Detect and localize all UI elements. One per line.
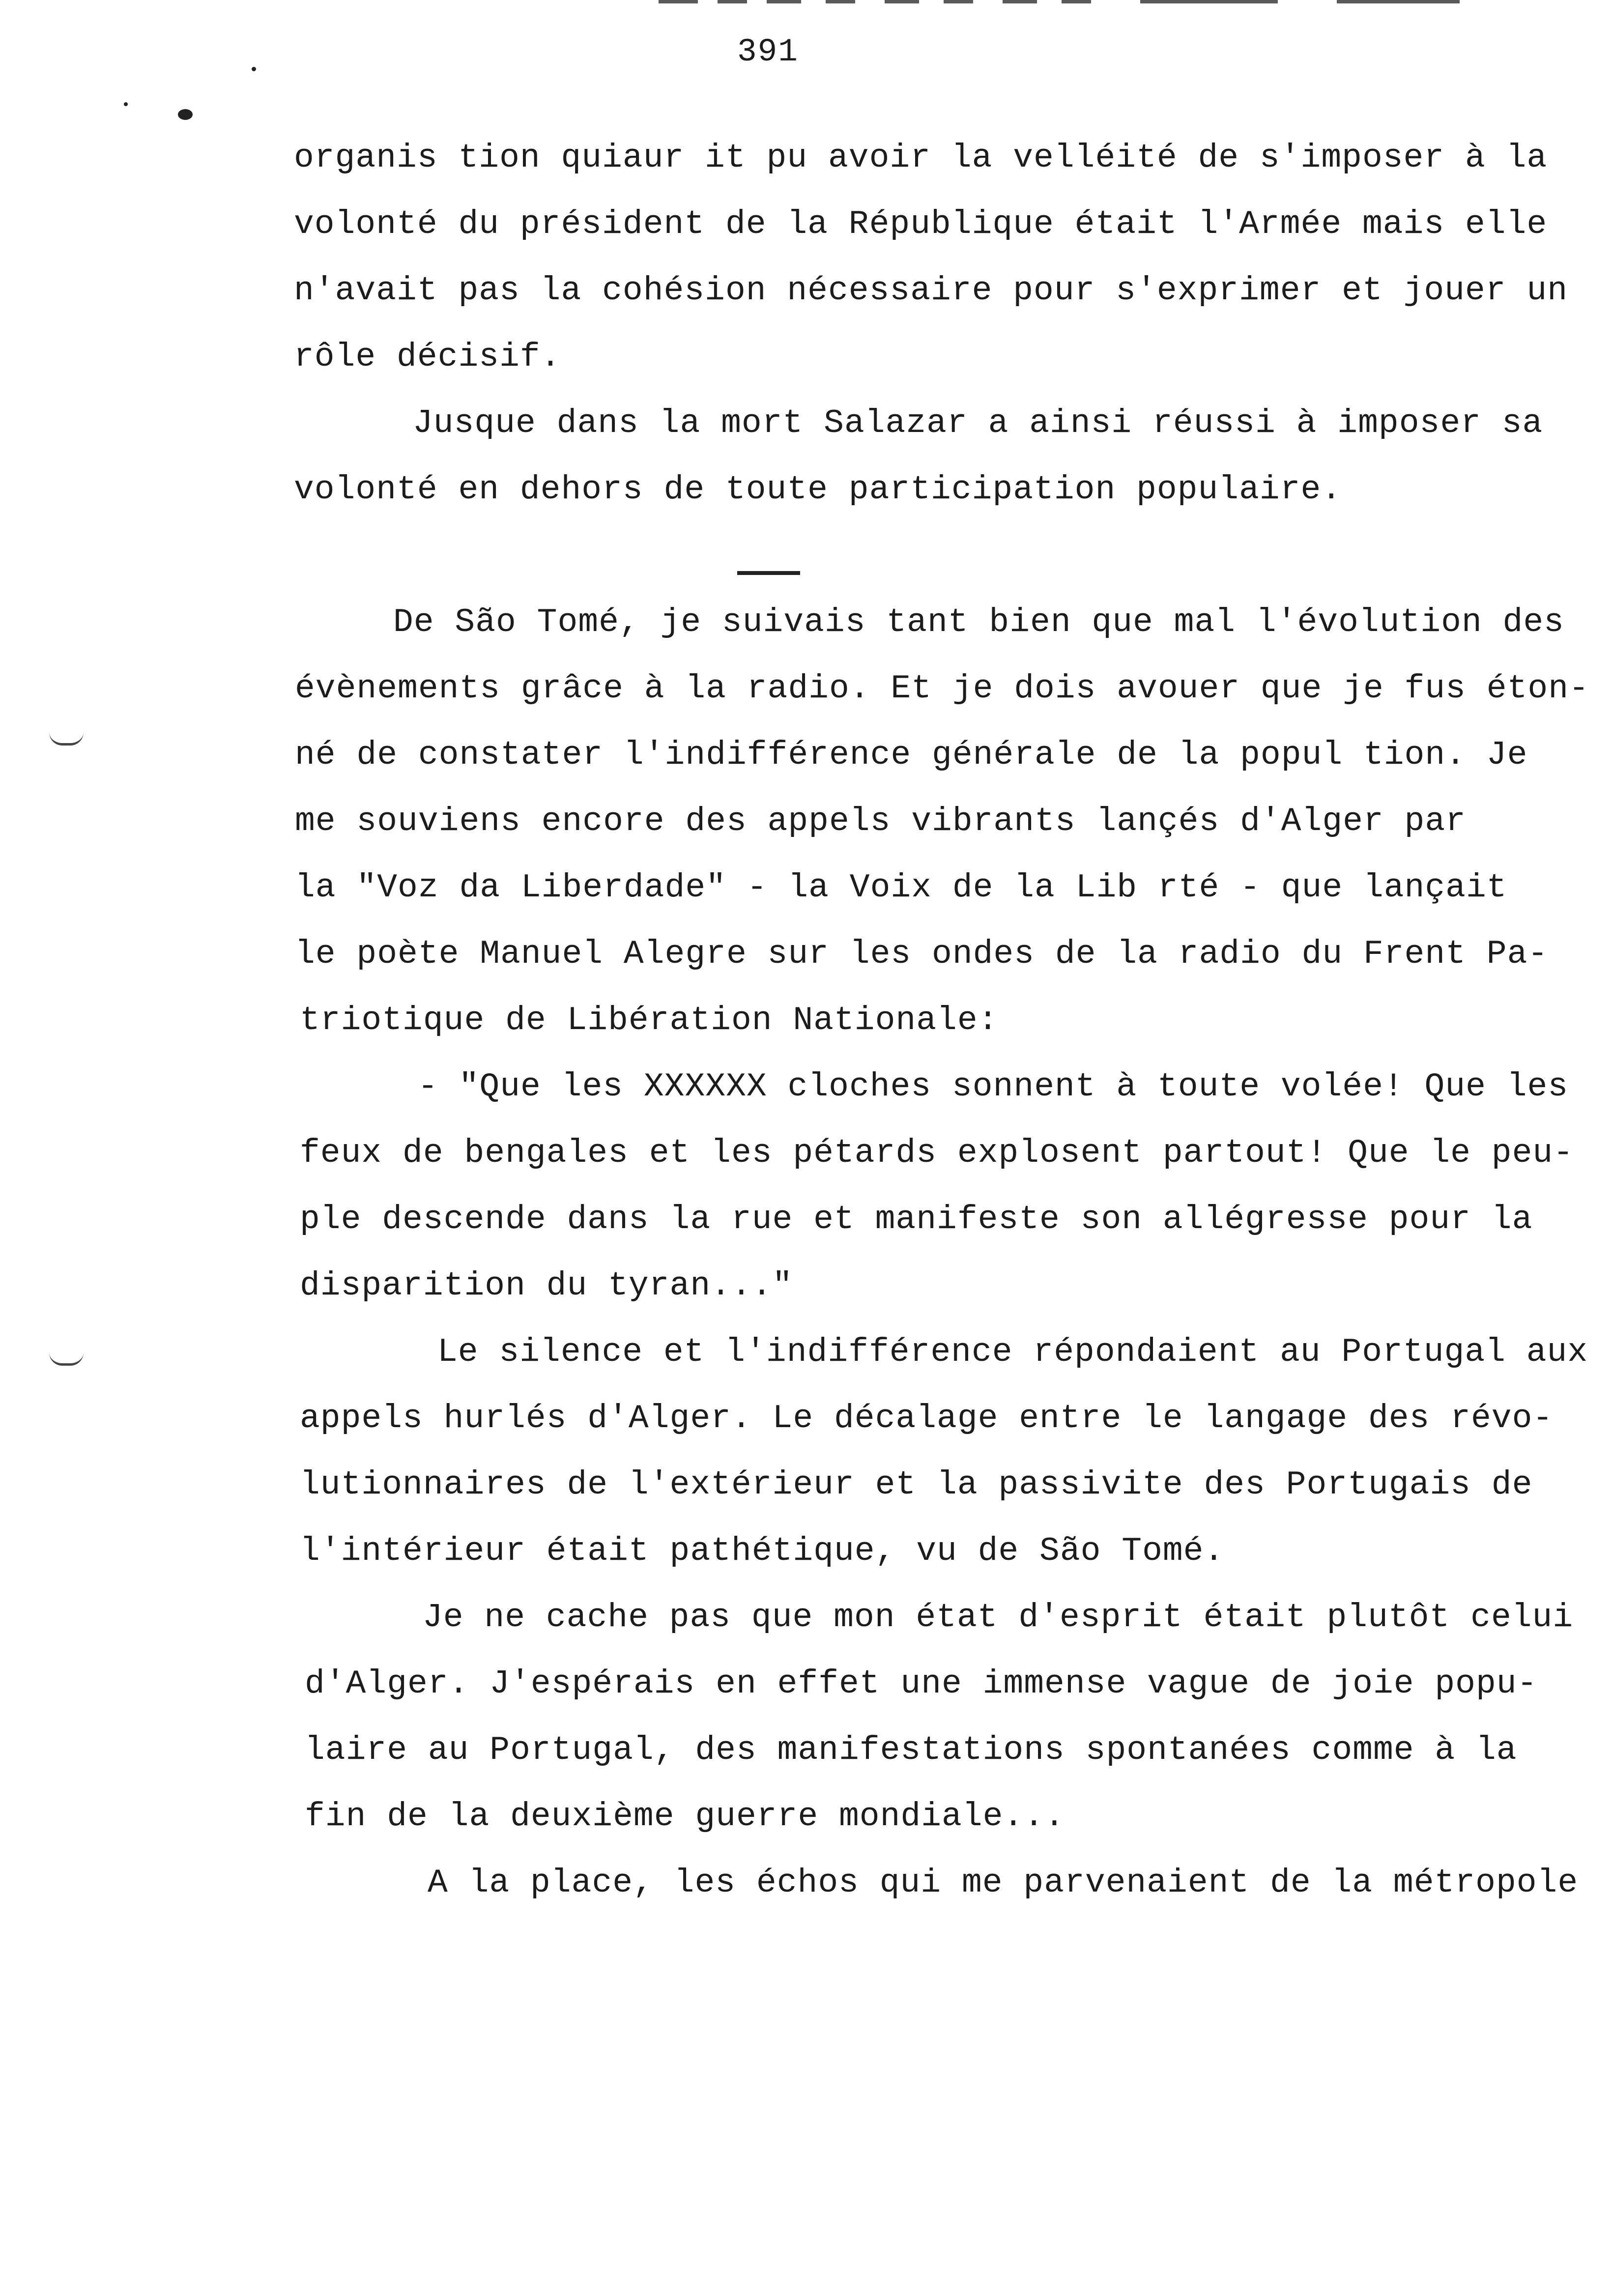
text-line: organis tion quiaur it pu avoir la velléité de s'imposer à la bbox=[294, 139, 1548, 177]
top-rule bbox=[826, 0, 855, 3]
text-line: appels hurlés d'Alger. Le décalage entre le langage des révo- bbox=[300, 1400, 1554, 1437]
top-rule bbox=[1062, 0, 1091, 3]
text-line: la "Voz da Liberdade" - la Voix de la Lib rté - que lançait bbox=[295, 869, 1507, 907]
text-line: n'avait pas la cohésion nécessaire pour s'exprimer et jouer un bbox=[294, 272, 1568, 310]
text-line: disparition du tyran..." bbox=[300, 1267, 793, 1305]
top-rule bbox=[885, 0, 919, 3]
text-line: Je ne cache pas que mon état d'esprit était plutôt celui bbox=[423, 1599, 1574, 1636]
text-line: triotique de Libération Nationale: bbox=[300, 1002, 999, 1039]
text-line: le poète Manuel Alegre sur les ondes de la radio du Frent Pa- bbox=[295, 935, 1549, 973]
text-line: rôle décisif. bbox=[294, 338, 561, 376]
top-rule bbox=[1003, 0, 1037, 3]
top-rule bbox=[718, 0, 747, 3]
top-rule bbox=[944, 0, 973, 3]
text-line: Le silence et l'indifférence répondaient au Portugal aux bbox=[437, 1333, 1588, 1371]
text-line: évènements grâce à la radio. Et je dois avouer que je fus éton- bbox=[295, 670, 1589, 708]
text-line: l'intérieur était pathétique, vu de São Tomé. bbox=[300, 1532, 1225, 1570]
page-number: 391 bbox=[737, 33, 799, 70]
top-rule bbox=[659, 0, 698, 3]
text-line: volonté du président de la République était l'Armée mais elle bbox=[294, 205, 1548, 243]
text-line: volonté en dehors de toute participation populaire. bbox=[294, 471, 1342, 509]
margin-dot bbox=[124, 102, 128, 106]
text-line: fin de la deuxième guerre mondiale... bbox=[305, 1798, 1065, 1836]
text-line: Jusque dans la mort Salazar a ainsi réussi à imposer sa bbox=[413, 404, 1543, 442]
top-rule bbox=[1337, 0, 1460, 3]
text-line: A la place, les échos qui me parvenaient de la métropole bbox=[428, 1864, 1579, 1902]
text-line: ple descende dans la rue et manifeste son allégresse pour la bbox=[300, 1201, 1533, 1238]
margin-tick bbox=[49, 1352, 84, 1366]
text-line: me souviens encore des appels vibrants lançés d'Alger par bbox=[295, 803, 1466, 840]
text-line: feux de bengales et les pétards explosent partout! Que le peu- bbox=[300, 1134, 1574, 1172]
margin-dot bbox=[178, 109, 193, 120]
text-line: laire au Portugal, des manifestations spontanées comme à la bbox=[305, 1731, 1517, 1769]
top-rule bbox=[767, 0, 801, 3]
top-rule bbox=[1140, 0, 1278, 3]
text-line: né de constater l'indifférence générale de la popul tion. Je bbox=[295, 736, 1528, 774]
text-line: d'Alger. J'espérais en effet une immense vague de joie popu- bbox=[305, 1665, 1538, 1703]
text-line: De São Tomé, je suivais tant bien que mal l'évolution des bbox=[393, 603, 1564, 641]
text-line: - "Que les XXXXXX cloches sonnent à toute volée! Que les bbox=[418, 1068, 1569, 1106]
margin-tick bbox=[49, 732, 84, 746]
section-separator bbox=[737, 571, 800, 575]
text-line: lutionnaires de l'extérieur et la passivite des Portugais de bbox=[300, 1466, 1533, 1504]
margin-dot bbox=[252, 67, 256, 71]
